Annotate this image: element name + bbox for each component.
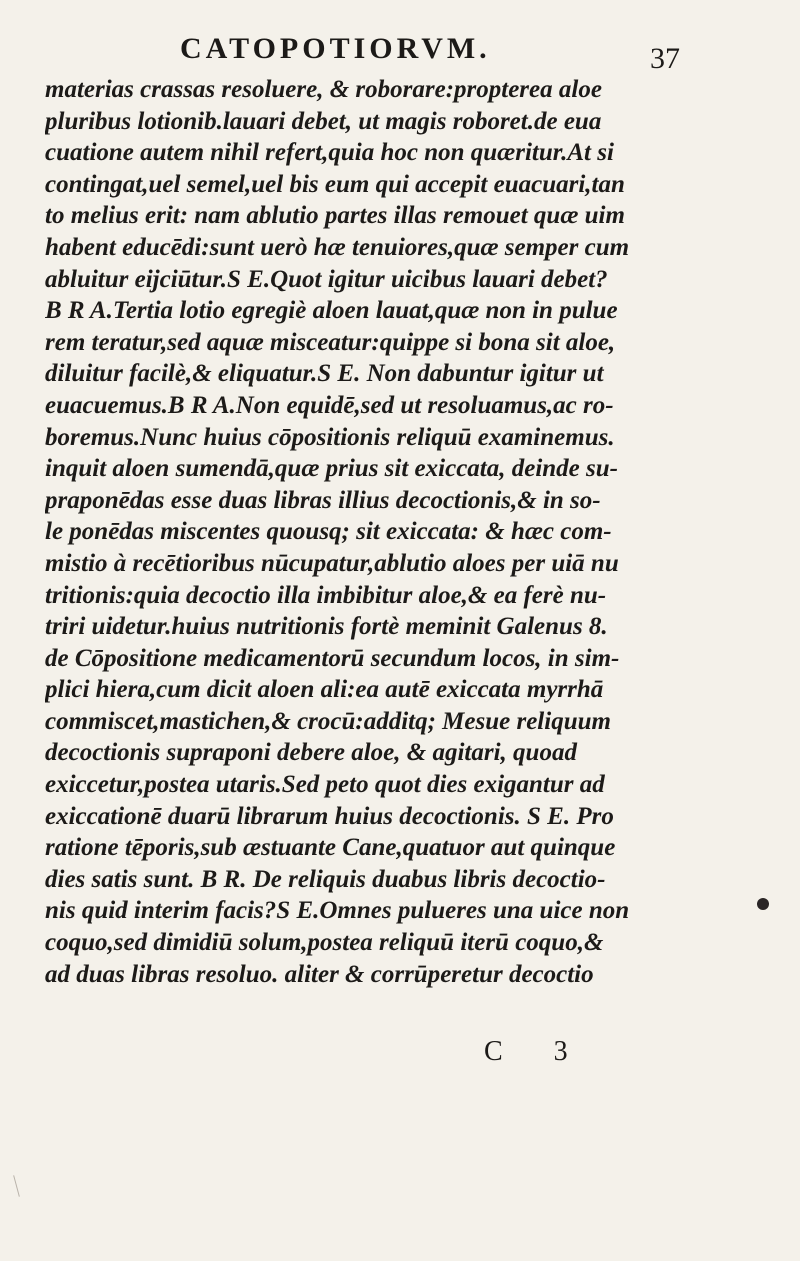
- text-line: de Cōpositione medicamentorū secundum locos, in sim-: [45, 644, 620, 672]
- text-line: decoctionis supraponi debere aloe, & agitari, quoad: [45, 739, 577, 767]
- text-line: contingat,uel semel,uel bis eum qui accepit euacuari,tan: [45, 170, 625, 198]
- text-line: triri uidetur.huius nutritionis fortè meminit Galenus 8.: [45, 613, 608, 641]
- page-number: 37: [650, 42, 680, 75]
- text-line: ad duas libras resoluo. aliter & corrūperetur decoctio: [45, 960, 594, 988]
- text-line: diluitur facilè,& eliquatur.S E. Non dabuntur igitur ut: [45, 360, 604, 388]
- text-line: pluribus lotionib.lauari debet, ut magis roboret.de eua: [45, 107, 602, 135]
- text-line: praponēdas esse duas libras illius decoctionis,& in so-: [45, 486, 601, 514]
- text-line: tritionis:quia decoctio illa imbibitur aloe,& ea ferè nu-: [45, 581, 607, 609]
- text-line: to melius erit: nam ablutio partes illas remouet quæ uim: [45, 202, 625, 230]
- text-line: boremus.Nunc huius cōpositionis reliquū examinemus.: [45, 423, 615, 451]
- text-line: coquo,sed dimidiū solum,postea reliquū iterū coquo,&: [45, 929, 604, 957]
- text-line: ratione tēporis,sub æstuante Cane,quatuor aut quinque: [45, 834, 616, 862]
- text-line: cuatione autem nihil refert,quia hoc non quæritur.At si: [45, 139, 614, 167]
- text-line: dies satis sunt. B R. De reliquis duabus libris decoctio-: [45, 865, 606, 893]
- text-line: commiscet,mastichen,& crocū:additq; Mesue reliquum: [45, 707, 611, 735]
- text-line: materias crassas resoluere, & roborare:propterea aloe: [45, 76, 602, 103]
- text-line: habent educēdi:sunt uerò hæ tenuiores,quæ semper cum: [45, 233, 630, 261]
- text-line: le ponēdas miscentes quousq; sit exiccata: & hæc com-: [45, 518, 612, 546]
- text-line: mistio à recētioribus nūcupatur,ablutio aloes per uiā nu: [45, 549, 619, 577]
- text-line: euacuemus.B R A.Non equidē,sed ut resoluamus,ac ro-: [45, 391, 614, 419]
- paper-mark: [13, 1175, 20, 1197]
- ink-blot: [757, 898, 769, 910]
- signature-mark: C 3: [484, 1036, 590, 1067]
- body-text: [45, 74, 685, 990]
- text-line: B R A.Tertia lotio egregiè aloen lauat,quæ non in pulue: [45, 297, 618, 325]
- text-line: abluitur eijciūtur.S E.Quot igitur uicibus lauari debet?: [45, 265, 608, 293]
- running-title: CATOPOTIORVM.: [180, 32, 491, 65]
- text-line: rem teratur,sed aquæ misceatur:quippe si bona sit aloe,: [45, 328, 616, 356]
- text-line: exiccetur,postea utaris.Sed peto quot dies exigantur ad: [45, 771, 605, 799]
- text-line: inquit aloen sumendā,quæ prius sit exiccata, deinde su-: [45, 455, 618, 483]
- text-line: exiccationē duarū librarum huius decoctionis. S E. Pro: [45, 802, 614, 830]
- text-line: plici hiera,cum dicit aloen ali:ea autē exiccata myrrhā: [45, 676, 604, 704]
- text-line: nis quid interim facis?S E.Omnes pulueres una uice non: [45, 897, 630, 925]
